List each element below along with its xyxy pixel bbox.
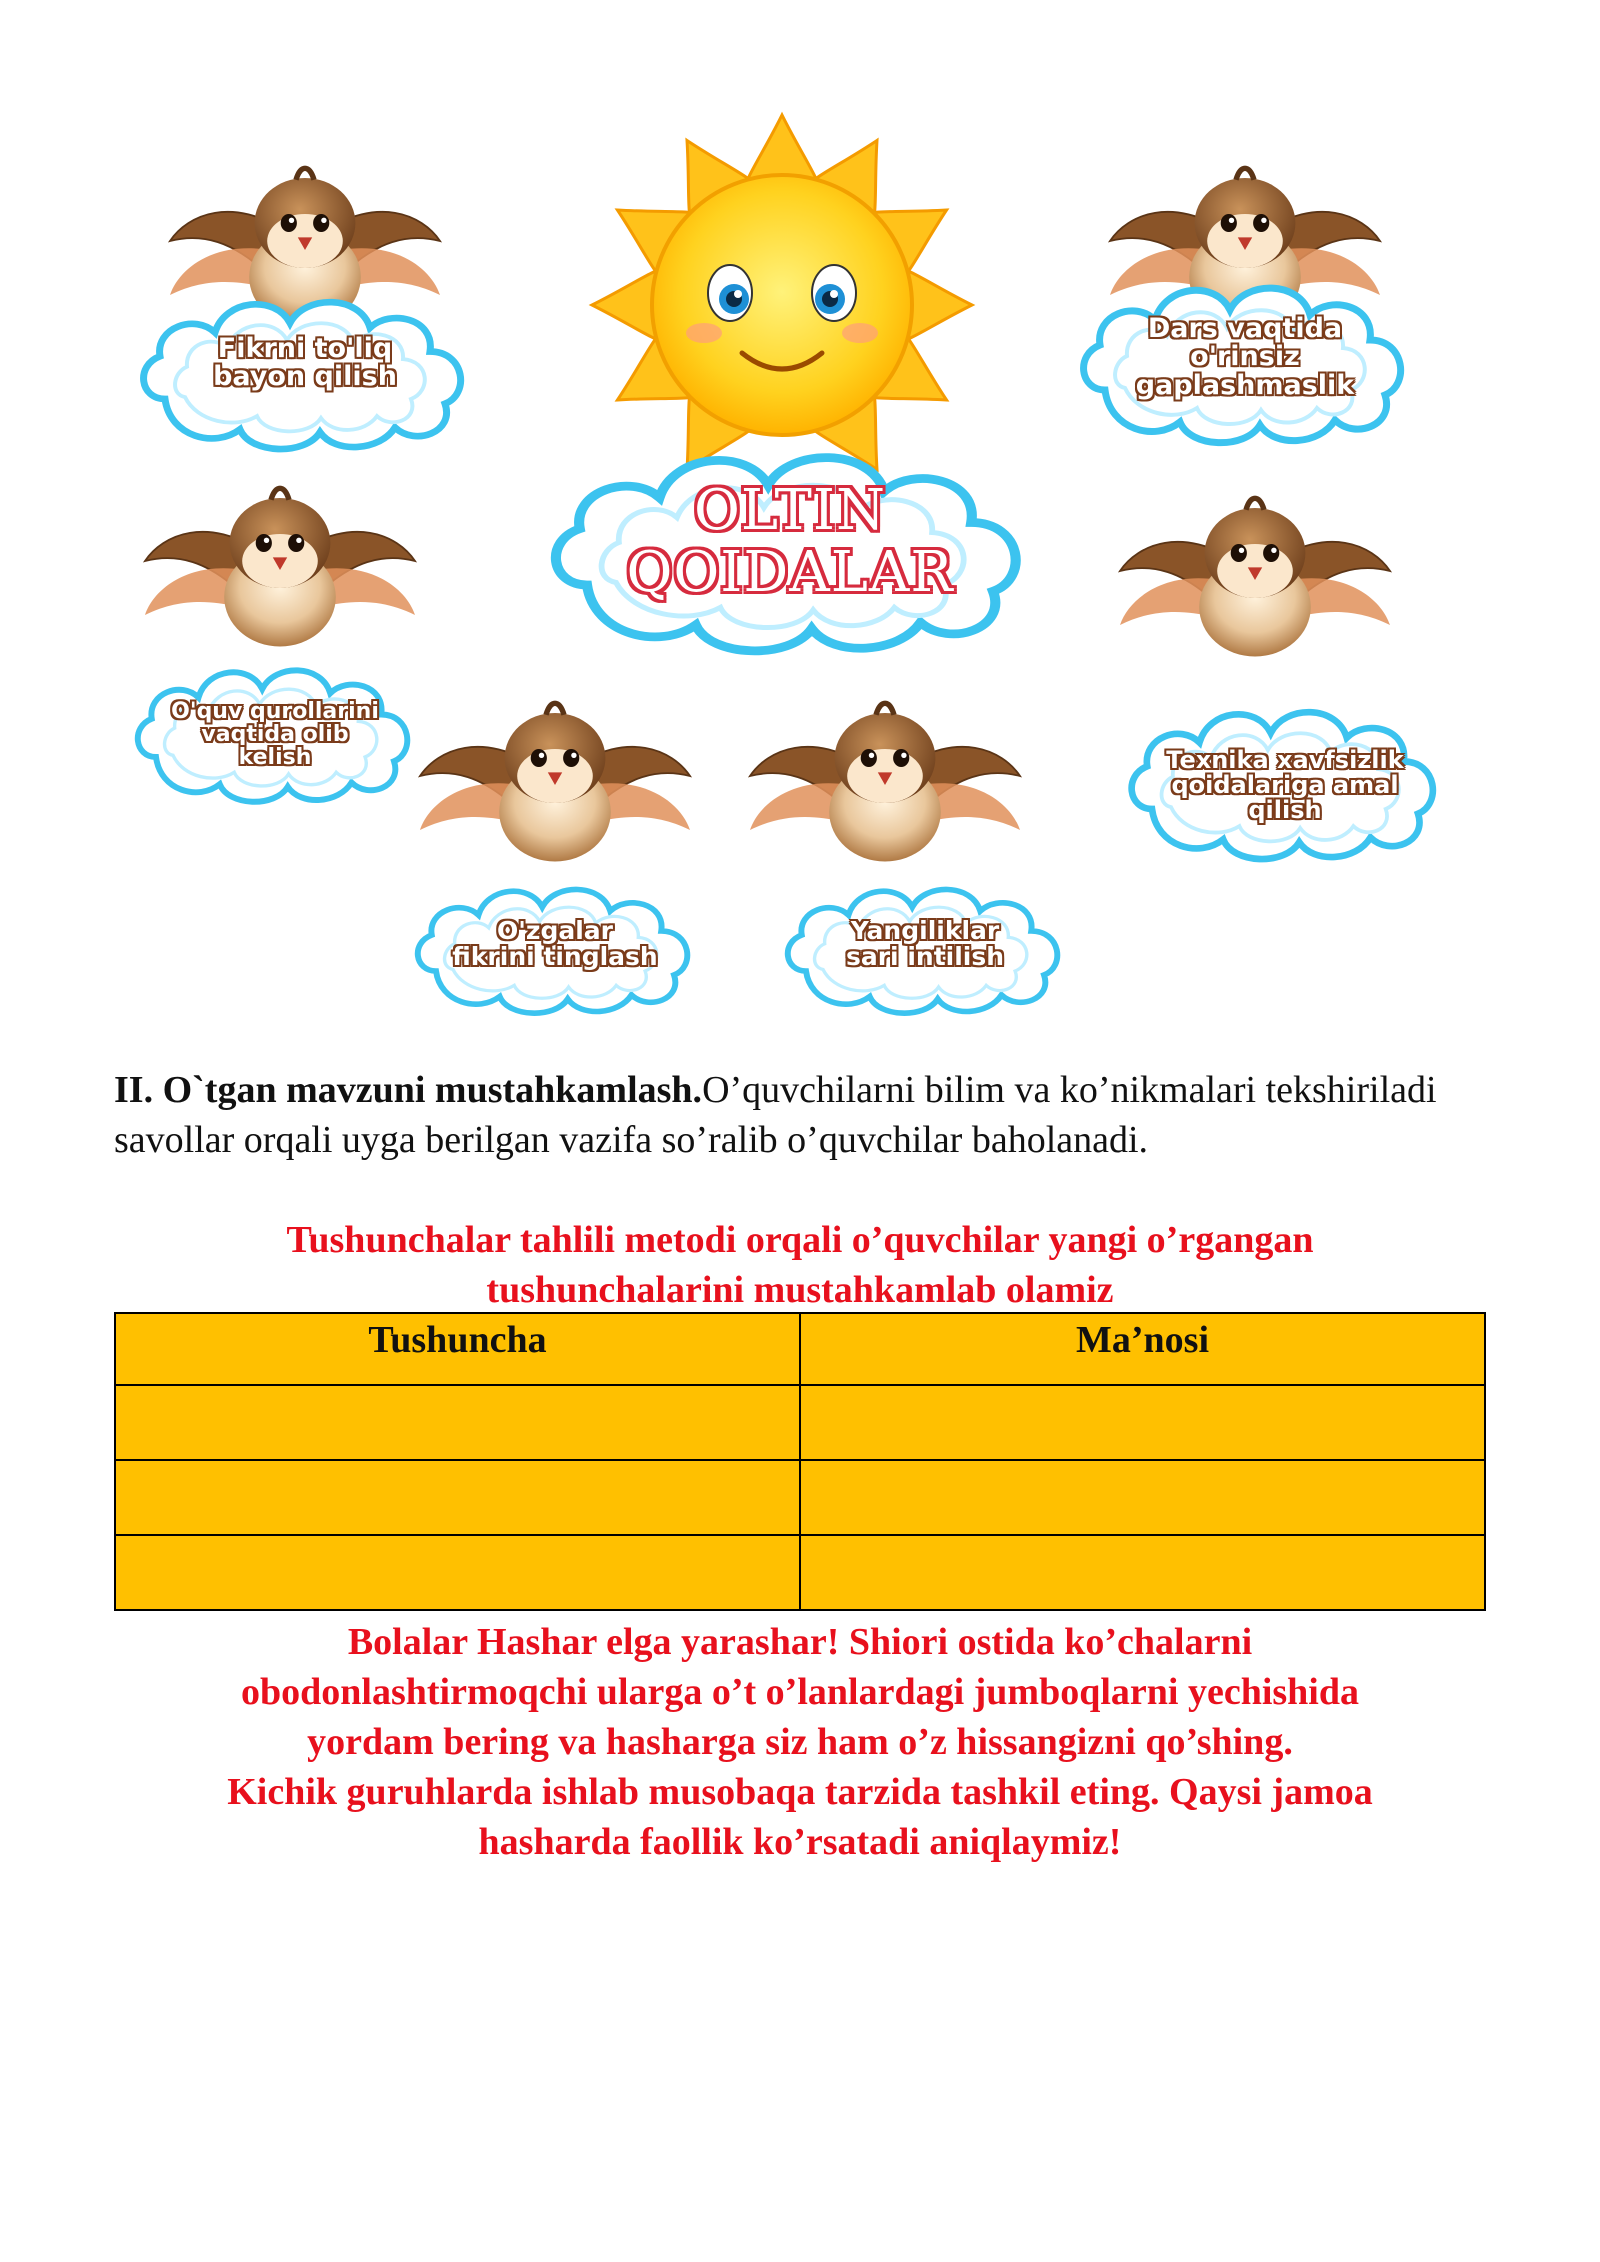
section-heading: II. O`tgan mavzuni mustahkamlash. <box>114 1069 703 1111</box>
method-title-line: Tushunchalar tahlili metodi orqali o’quvchilar yangi o’rgangan <box>286 1219 1314 1261</box>
table-cell[interactable] <box>800 1535 1485 1610</box>
rule-label-line: Dars vaqtida <box>1147 313 1343 344</box>
rule-label-line: gaplashmaslik <box>1135 369 1355 401</box>
table-row <box>115 1385 1485 1460</box>
rule-label-line: qilish <box>1248 796 1322 825</box>
concepts-table <box>114 1312 1486 1611</box>
table-cell[interactable] <box>800 1460 1485 1535</box>
bird-illustration <box>750 703 1020 861</box>
bird-illustration <box>145 488 415 646</box>
rule-label-line: bayon qilish <box>213 361 397 393</box>
golden-rules-poster <box>0 0 1600 1040</box>
method-title <box>114 1215 1486 1315</box>
method-title-line: tushunchalarini mustahkamlab olamiz <box>486 1269 1114 1311</box>
poster-title <box>600 480 980 603</box>
table-cell[interactable] <box>115 1385 800 1460</box>
rule-label <box>1150 748 1420 824</box>
rule-label-line: qoidalariga amal <box>1171 771 1399 800</box>
rule-label-line: O'quv qurollarini <box>171 699 379 724</box>
column-header-meaning: Ma’nosi <box>800 1313 1485 1385</box>
task-text <box>114 1617 1486 1867</box>
table-header-row <box>115 1313 1485 1385</box>
task-line: yordam bering va hasharga siz ham o’z hissangizni qo’shing. <box>307 1721 1293 1763</box>
rule-label <box>820 918 1030 971</box>
rule-label-line: fikrini tinglash <box>452 942 658 972</box>
task-line: obodonlashtirmoqchi ularga o’t o’lanlardagi jumboqlarni yechishida <box>241 1671 1359 1713</box>
rule-label <box>450 918 660 971</box>
task-line: Kichik guruhlarda ishlab musobaqa tarzida tashkil eting. Qaysi jamoa <box>227 1771 1373 1813</box>
table-row <box>115 1460 1485 1535</box>
rule-label <box>160 700 390 769</box>
table-cell[interactable] <box>800 1385 1485 1460</box>
rule-label-line: O'zgalar <box>497 916 613 945</box>
rule-label-line: kelish <box>238 745 312 771</box>
task-line: Bolalar Hashar elga yarashar! Shiori ostida ko’chalarni <box>347 1621 1253 1663</box>
rule-label-line: sari intilish <box>845 942 1005 972</box>
poster-title-line2: QOIDALAR <box>626 539 954 605</box>
table-cell[interactable] <box>115 1460 800 1535</box>
poster-title-line1: OLTIN <box>693 478 886 543</box>
section-paragraph <box>114 1065 1474 1165</box>
bird-illustration <box>420 703 690 861</box>
rule-label-line: Texnika xavfsizlik <box>1166 746 1404 774</box>
rule-label <box>1120 315 1370 400</box>
task-line: hasharda faollik ko’rsatadi aniqlaymiz! <box>478 1821 1122 1863</box>
rule-label-line: Fikrni to'liq <box>217 333 393 364</box>
rule-label-line: Yangiliklar <box>850 916 1000 945</box>
sun-illustration <box>592 115 972 490</box>
rule-label-line: vaqtida olib <box>201 722 349 748</box>
section-body: O’quvchilarni bilim va ko’nikmalari tekshiriladi savollar orqali uyga berilgan vazifa so’ralib o’quvchilar baholanadi. <box>114 1069 1437 1161</box>
bird-illustration <box>1120 498 1390 656</box>
table-row <box>115 1535 1485 1610</box>
rule-label <box>190 335 420 392</box>
column-header-concept: Tushuncha <box>115 1313 800 1385</box>
table-cell[interactable] <box>115 1535 800 1610</box>
rule-label-line: o'rinsiz <box>1190 341 1300 373</box>
bird-illustration <box>170 168 440 326</box>
